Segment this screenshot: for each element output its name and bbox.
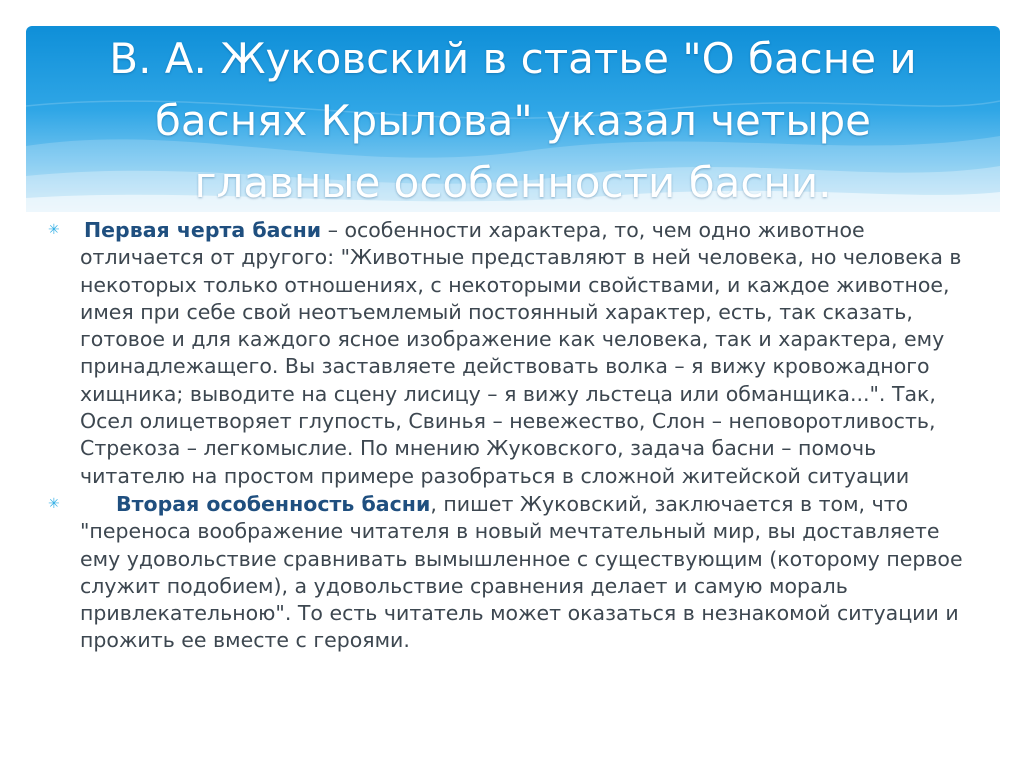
asterisk-bullet-icon: ✳	[48, 222, 60, 238]
paragraph-first-feature	[48, 217, 968, 490]
body-content	[48, 217, 968, 655]
paragraph-text: , пишет Жуковский, заключается в том, что "переноса воображение читателя в новый мечтательный мир, вы доставляете ему удовольствие сравнивать вымышленное с существующим (которому первое служит подобием), а удовольствие сравнения делает и самую мораль привлекательною". То есть читатель может оказаться в незнакомой ситуации и прожить ее вместе с героями.	[80, 491, 963, 653]
paragraph-lead: Вторая особенность басни	[116, 491, 431, 516]
slide-title: В. А. Жуковский в статье "О басне и баснях Крылова" указал четыре главные особенности басни.	[109, 34, 917, 207]
paragraph-lead: Первая черта басни	[84, 218, 322, 242]
asterisk-bullet-icon: ✳	[48, 495, 60, 512]
paragraph-text: – особенности характера, то, чем одно животное отличается от другого: "Животные представляют в ней человека, но человека в некоторых только отношениях, с некоторыми свойствами, и каждое животное, имея при себе свой неотъемлемый постоянный характер, есть, так сказать, готовое и для каждого ясное изображение как человека, так и характера, ему принадлежащего. Вы заставляете действовать волка – я вижу кровожадного хищника; выводите на сцену лисицу – я вижу льстеца или обманщика...". Так, Осел олицетворяет глупость, Свинья – невежество, Слон – неповоротливость, Стрекоза – легкомыслие. По мнению Жуковского, задача басни – помочь читателю на простом примере разобраться в сложной житейской ситуации	[80, 218, 962, 488]
paragraph-second-feature	[48, 491, 968, 655]
title-banner	[26, 26, 1000, 212]
